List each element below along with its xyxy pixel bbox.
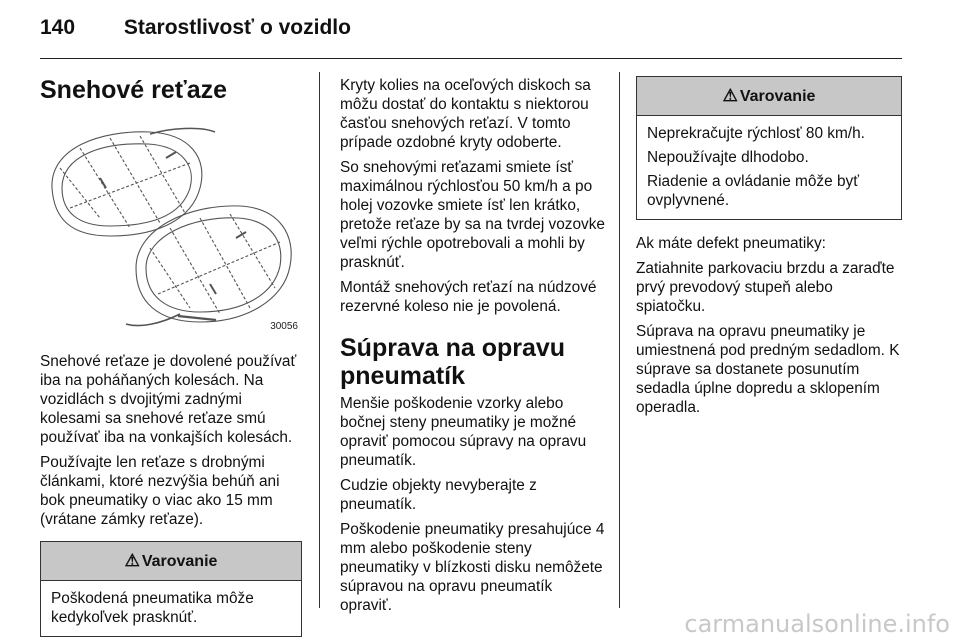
warning-line: Neprekračujte rýchlosť 80 km/h. xyxy=(647,125,865,142)
warning-box xyxy=(40,541,302,637)
page-number: 140 xyxy=(40,16,76,39)
snow-chains-illustration xyxy=(40,118,302,334)
paragraph: Súprava na opravu pneumatiky je umiestnená pod predným sedadlom. K súprave sa dostanete posunutím sedadla úplne dopredu a sklopením operadla. xyxy=(636,323,900,416)
watermark: carmanualsonline.info xyxy=(684,610,950,638)
paragraph: Cudzie objekty nevyberajte z pneumatík. xyxy=(340,477,537,513)
warning-body xyxy=(637,116,901,219)
paragraph: Snehové reťaze je dovolené používať iba na poháňaných kolesách. Na vozidlách s dvojitými zadnými kolesami sa snehové reťaze smú používať iba na vonkajších kolesách. xyxy=(40,353,297,446)
warning-text: Poškodená pneumatika môže kedykoľvek prasknúť. xyxy=(51,590,254,626)
paragraph: Zatiahnite parkovaciu brzdu a zaraďte prvý prevodový stupeň alebo spiatočku. xyxy=(636,260,895,315)
warning-header xyxy=(41,542,301,581)
warning-icon: ⚠ xyxy=(124,551,140,570)
snow-chains-drawing xyxy=(40,118,302,334)
paragraph: Menšie poškodenie vzorky alebo bočnej steny pneumatiky je možné opraviť pomocou súpravy na opravu pneumatík. xyxy=(340,395,587,469)
paragraph: Používajte len reťaze s drobnými článkami, ktoré nezvýšia behúň ani bok pneumatiky o viac ako 15 mm (vrátane zámky reťaze). xyxy=(40,454,280,528)
page-header xyxy=(40,16,351,40)
column-divider xyxy=(319,72,320,608)
column-1 xyxy=(40,76,302,637)
column-divider xyxy=(619,72,620,608)
warning-line: Nepoužívajte dlhodobo. xyxy=(647,149,809,166)
column-3 xyxy=(636,76,902,423)
paragraph: So snehovými reťazami smiete ísť maximálnou rýchlosťou 50 km/h a po holej vozovke smiete ísť len krátko, pretože reťaze by sa na tvrdej vozovke veľmi rýchle opotrebovali a mohli by prasknúť. xyxy=(340,159,605,271)
warning-title: Varovanie xyxy=(141,553,218,570)
warning-line: Riadenie a ovládanie môže byť ovplyvnené. xyxy=(647,173,859,209)
warning-icon: ⚠ xyxy=(722,86,738,105)
warning-box xyxy=(636,76,902,220)
section-heading-snow-chains: Snehové reťaze xyxy=(40,76,228,104)
warning-header xyxy=(637,77,901,116)
section-heading-tire-repair-kit: Súprava na opravu pneumatík xyxy=(340,334,566,390)
paragraph: Ak máte defekt pneumatiky: xyxy=(636,235,826,252)
chapter-title: Starostlivosť o vozidlo xyxy=(123,16,351,39)
paragraph: Poškodenie pneumatiky presahujúce 4 mm alebo poškodenie steny pneumatiky v blízkosti disku nemôžete súpravou na opravu pneumatík opraviť. xyxy=(340,521,605,614)
warning-body xyxy=(41,581,301,636)
warning-title: Varovanie xyxy=(739,88,816,105)
paragraph: Montáž snehových reťazí na núdzové rezervné koleso nie je povolená. xyxy=(340,279,597,315)
paragraph: Kryty kolies na oceľových diskoch sa môžu dostať do kontaktu s niektorou časťou snehových reťazí. V tomto prípade ozdobné kryty odoberte. xyxy=(340,77,591,151)
column-2 xyxy=(340,76,606,621)
figure-number: 30056 xyxy=(270,321,298,332)
header-rule xyxy=(40,58,902,59)
